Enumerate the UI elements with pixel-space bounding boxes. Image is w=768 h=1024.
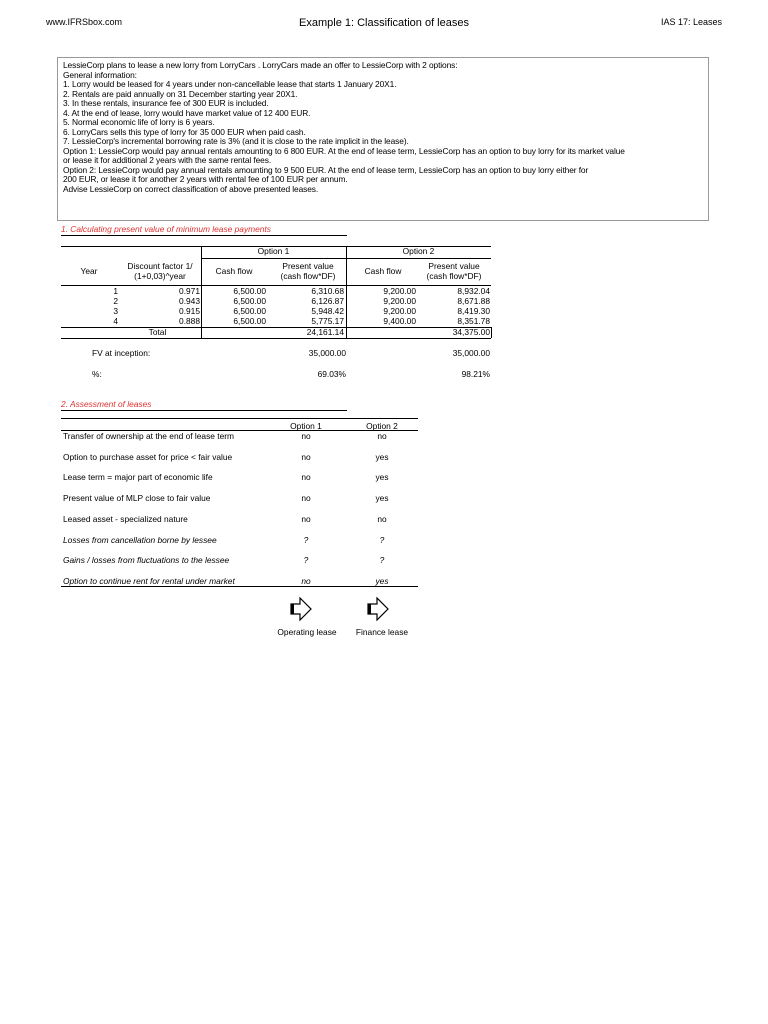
standard-label: IAS 17: Leases (660, 17, 722, 27)
pv-cell-pv2: 8,671.88 (457, 296, 490, 306)
criterion-label: Leased asset - specialized nature (63, 514, 188, 524)
pv-cell-pv1: 6,310.68 (311, 286, 344, 296)
pv-cell-cf1: 6,500.00 (233, 316, 266, 326)
criterion-o2-value: yes (375, 452, 389, 462)
pv2-header-line1: Present value (428, 261, 480, 271)
criterion-label: Losses from cancellation borne by lessee (63, 535, 217, 545)
right-arrow-icon (367, 597, 389, 626)
criterion-o1-value: no (301, 452, 311, 462)
pv1-header-line2: (cash flow*DF) (280, 271, 336, 281)
assess-option2-header: Option 2 (366, 421, 398, 431)
pv-cell-cf2: 9,200.00 (383, 296, 416, 306)
pct-label: %: (92, 369, 102, 379)
fv-option2: 35,000.00 (452, 348, 490, 358)
info-line: Option 2: LessieCorp would pay annual rentals amounting to 9 500 EUR. At the end of lease term, LessieCorp has an option to buy lorry either for (63, 165, 589, 175)
pv-cell-year: 4 (113, 316, 118, 326)
criterion-label: Option to purchase asset for price < fair value (63, 452, 233, 462)
pv-cell-year: 2 (113, 296, 118, 306)
pv-cell-pv1: 5,775.17 (311, 316, 344, 326)
criterion-o1-value: no (301, 431, 311, 441)
info-line: 3. In these rentals, insurance fee of 300 EUR is included. (63, 99, 269, 108)
info-line: 1. Lorry would be leased for 4 years under non-cancellable lease that starts 1 January 20X1. (63, 80, 397, 89)
criterion-o2-value: no (377, 431, 387, 441)
info-line: or lease it for additional 2 years with the same rental fees. (63, 156, 272, 165)
pv-cell-year: 1 (113, 286, 118, 296)
cf2-header: Cash flow (364, 266, 402, 276)
pv-cell-cf2: 9,400.00 (383, 316, 416, 326)
info-line: 5. Normal economic life of lorry is 6 years. (63, 118, 215, 127)
total-label: Total (148, 327, 167, 337)
info-line: General information: (63, 70, 137, 80)
criterion-label: Present value of MLP close to fair value (63, 493, 211, 503)
site-name: www.IFRSbox.com (46, 17, 123, 27)
year-header: Year (80, 266, 98, 276)
pv2-header-line2: (cash flow*DF) (426, 271, 482, 281)
right-arrow-icon (290, 597, 312, 626)
pv-cell-df: 0.915 (179, 306, 200, 316)
fv-label: FV at inception: (92, 348, 151, 358)
info-line: 4. At the end of lease, lorry would have market value of 12 400 EUR. (63, 108, 311, 118)
section2-title: 2. Assessment of leases (61, 399, 347, 411)
criterion-label: Lease term = major part of economic life (63, 472, 213, 482)
pct-option1: 69.03% (317, 369, 346, 379)
pv-cell-cf1: 6,500.00 (233, 296, 266, 306)
result-option2: Finance lease (355, 627, 409, 637)
info-line: 7. LessieCorp's incremental borrowing rate is 3% (and it is close to the rate implicit in the lease). (63, 137, 409, 146)
pv-cell-cf2: 9,200.00 (383, 286, 416, 296)
criterion-o2-value: yes (375, 472, 389, 482)
criterion-o1-value: no (301, 472, 311, 482)
info-line: LessieCorp plans to lease a new lorry from LorryCars . LorryCars made an offer to LessieCorp with 2 options: (63, 61, 458, 70)
criterion-o2-value: ? (379, 535, 385, 545)
cf1-header: Cash flow (215, 266, 253, 276)
info-line: 2. Rentals are paid annually on 31 December starting year 20X1. (63, 89, 298, 99)
pv-cell-pv1: 5,948.42 (311, 306, 344, 316)
section1-title: 1. Calculating present value of minimum lease payments (61, 224, 347, 236)
criterion-label: Gains / losses from fluctuations to the lessee (63, 555, 230, 565)
pv-cell-year: 3 (113, 306, 118, 316)
pct-option2: 98.21% (461, 369, 490, 379)
assess-option1-header: Option 1 (290, 421, 322, 431)
df-header-line2: (1+0,03)^year (134, 271, 186, 281)
pv-cell-cf2: 9,200.00 (383, 306, 416, 316)
total-pv1: 24,161.14 (306, 327, 344, 337)
fv-option1: 35,000.00 (308, 348, 346, 358)
criterion-o2-value: yes (375, 493, 389, 503)
criterion-o1-value: no (301, 514, 311, 524)
criterion-label: Option to continue rent for rental under market (63, 576, 235, 586)
pv-cell-df: 0.943 (179, 296, 200, 306)
info-line: 200 EUR, or lease it for another 2 years with rental fee of 100 EUR per annum. (63, 175, 348, 184)
pv-cell-cf1: 6,500.00 (233, 286, 266, 296)
info-line: Option 1: LessieCorp would pay annual rentals amounting to 6 800 EUR. At the end of lease term, LessieCorp has an option to buy lorry for its market value (63, 146, 625, 156)
pv-cell-pv2: 8,932.04 (457, 286, 490, 296)
pv-cell-df: 0.888 (179, 316, 200, 326)
criterion-o1-value: ? (303, 535, 309, 545)
pv-cell-df: 0.971 (179, 286, 200, 296)
total-pv2: 34,375.00 (452, 327, 490, 337)
option2-header: Option 2 (402, 246, 435, 256)
criterion-o1-value: no (301, 493, 311, 503)
criterion-o1-value: ? (303, 555, 309, 565)
result-option1: Operating lease (277, 627, 337, 637)
criterion-o2-value: yes (375, 576, 389, 586)
pv1-header-line1: Present value (282, 261, 334, 271)
option1-header: Option 1 (257, 246, 290, 256)
criterion-o2-value: no (377, 514, 387, 524)
info-line: 6. LorryCars sells this type of lorry for 35 000 EUR when paid cash. (63, 127, 306, 137)
pv-cell-pv2: 8,419.30 (457, 306, 490, 316)
page-title: Example 1: Classification of leases (299, 17, 469, 29)
criterion-o1-value: no (301, 576, 311, 586)
case-description (57, 57, 709, 221)
criterion-label: Transfer of ownership at the end of lease term (63, 431, 234, 441)
df-header-line1: Discount factor 1/ (127, 261, 193, 271)
criterion-o2-value: ? (379, 555, 385, 565)
pv-cell-pv2: 8,351.78 (457, 316, 490, 326)
pv-cell-pv1: 6,126.87 (311, 296, 344, 306)
pv-cell-cf1: 6,500.00 (233, 306, 266, 316)
info-line: Advise LessieCorp on correct classification of above presented leases. (63, 184, 319, 194)
